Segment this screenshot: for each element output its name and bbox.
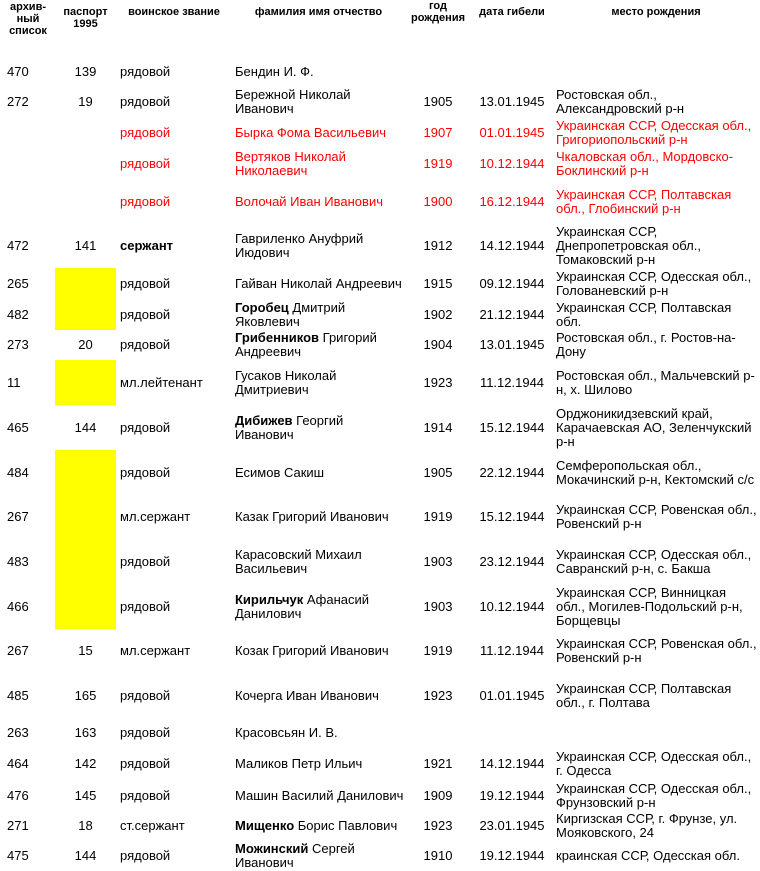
passport-number-cell — [55, 148, 116, 179]
header-full-name — [232, 0, 405, 56]
rank-cell: сержант — [120, 238, 174, 253]
archive-number-cell: 466 — [7, 598, 29, 614]
name-text: Машин Василий Данилович — [235, 787, 404, 803]
death-date-cell: 13.01.1945 — [479, 94, 545, 109]
full-name-cell — [232, 360, 405, 405]
passport-number-cell: 163 — [74, 725, 97, 740]
name-text: Борис Павлович — [294, 818, 398, 833]
full-name-cell — [232, 450, 405, 495]
header-rank-text: воинское звание — [128, 6, 220, 18]
name-text: Григорий Андреевич — [235, 330, 381, 359]
birth-place-cell: Украинская ССР, Днепропетровская обл., Томаковский р-н — [556, 224, 701, 267]
rank-cell: рядовой — [120, 787, 171, 803]
full-name-cell — [232, 811, 405, 841]
birth-place-cell: Украинская ССР, Винницкая обл., Могилев-Подольский р-н, Борщевцы — [556, 584, 743, 628]
passport-number-cell: 142 — [74, 756, 97, 771]
surname-bold: Можинский — [235, 841, 309, 856]
birth-place-cell: Киргизская ССР, г. Фрунзе, ул. Мояковского, 24 — [556, 811, 738, 840]
header-archive-list — [1, 0, 55, 56]
full-name-cell — [232, 718, 405, 748]
full-name-cell — [232, 56, 405, 87]
death-date-cell: 10.12.1944 — [479, 598, 545, 614]
birth-year-cell: 1907 — [423, 124, 453, 140]
table-row — [1, 224, 759, 268]
name-text: Бырка Фома Васильевич — [235, 124, 387, 140]
passport-number-cell — [55, 539, 116, 584]
death-date-cell: 15.12.1944 — [479, 509, 545, 524]
archive-number-cell: 482 — [7, 306, 29, 322]
name-text: Гавриленко Ануфрий Июдович — [235, 231, 367, 260]
death-date-cell: 13.01.1945 — [479, 337, 545, 352]
name-text: Есимов Сакиш — [235, 464, 325, 480]
passport-number-cell — [55, 117, 116, 148]
table-row — [1, 117, 759, 148]
table-row — [1, 673, 759, 718]
birth-place-cell: Украинская ССР, Одесская обл., Фрунзовский р-н — [556, 780, 752, 810]
death-date-cell: 15.12.1944 — [479, 419, 545, 435]
archive-number-cell — [1, 148, 55, 179]
death-date-cell: 22.12.1944 — [479, 464, 545, 480]
rank-cell: мл.сержант — [120, 643, 191, 658]
table-row — [1, 405, 759, 450]
passport-number-cell: 141 — [74, 238, 97, 253]
name-text: Кочерга Иван Иванович — [235, 687, 379, 703]
roster-body — [1, 56, 759, 871]
full-name-cell — [232, 330, 405, 360]
birth-place-cell: Украинская ССР, Одесская обл., г. Одесса — [556, 749, 752, 778]
table-row — [1, 495, 759, 539]
table-row — [1, 748, 759, 780]
birth-year-cell: 1915 — [423, 275, 453, 291]
header-birth-year — [405, 0, 471, 56]
rank-cell: рядовой — [120, 337, 171, 352]
table-row — [1, 360, 759, 405]
birth-year-cell: 1905 — [423, 94, 453, 109]
death-date-cell: 14.12.1944 — [479, 238, 545, 253]
death-date-cell: 14.12.1944 — [479, 756, 545, 771]
passport-number-cell: 20 — [78, 337, 93, 352]
rank-cell: рядовой — [120, 756, 171, 771]
table-row — [1, 330, 759, 360]
passport-number-cell: 165 — [74, 687, 97, 703]
passport-number-cell: 19 — [78, 94, 93, 109]
full-name-cell — [232, 405, 405, 450]
rank-cell: рядовой — [120, 598, 171, 614]
birth-place-cell: краинская ССР, Одесская обл. — [556, 848, 740, 863]
birth-year-cell: 1919 — [423, 155, 453, 171]
table-row — [1, 780, 759, 811]
full-name-cell — [232, 495, 405, 539]
rank-cell: мл.лейтенант — [120, 374, 203, 390]
birth-year-cell: 1902 — [423, 306, 453, 322]
full-name-cell — [232, 841, 405, 871]
birth-year-cell: 1923 — [423, 374, 453, 390]
birth-year-cell: 1900 — [423, 193, 453, 209]
birth-year-cell: 1912 — [423, 238, 453, 253]
death-date-cell: 11.12.1944 — [479, 374, 545, 390]
birth-year-cell: 1919 — [423, 643, 453, 658]
table-row — [1, 629, 759, 673]
birth-place-cell: Украинская ССР, Ровенская обл., Ровенский р-н — [556, 502, 757, 531]
death-date-cell — [471, 56, 553, 87]
table-row — [1, 811, 759, 841]
archive-number-cell: 272 — [7, 94, 29, 109]
archive-number-cell: 475 — [7, 848, 29, 863]
full-name-cell — [232, 268, 405, 299]
table-row — [1, 841, 759, 871]
death-date-cell: 10.12.1944 — [479, 155, 545, 171]
surname-bold: Грибенников — [235, 330, 320, 345]
passport-number-cell — [55, 495, 116, 539]
header-birth-place — [553, 0, 759, 56]
table-row — [1, 268, 759, 299]
rank-cell: рядовой — [120, 419, 171, 435]
archive-number-cell: 484 — [7, 464, 29, 480]
birth-place-cell: Семферопольская обл., Мокачинский р-н, Кектомский с/с — [556, 457, 755, 487]
header-death-text: дата гибели — [479, 6, 545, 18]
archive-number-cell — [1, 117, 55, 148]
full-name-cell — [232, 539, 405, 584]
passport-number-cell — [55, 179, 116, 224]
birth-year-cell: 1923 — [423, 687, 453, 703]
full-name-cell — [232, 629, 405, 673]
birth-place-cell: Украинская ССР, Одесская обл., Савранский р-н, с. Бакша — [556, 546, 752, 576]
death-date-cell: 09.12.1944 — [479, 275, 545, 291]
name-text: Козак Григорий Иванович — [235, 643, 389, 658]
archive-number-cell: 267 — [7, 643, 29, 658]
rank-cell: рядовой — [120, 687, 171, 703]
full-name-cell — [232, 584, 405, 629]
table-row — [1, 584, 759, 629]
header-row — [1, 0, 759, 56]
rank-cell: ст.сержант — [120, 818, 185, 833]
table-row — [1, 539, 759, 584]
archive-number-cell: 483 — [7, 553, 29, 569]
death-date-cell: 19.12.1944 — [479, 848, 545, 863]
birth-place-cell: Орджоникидзевский край, Карачаевская АО, Зеленчукский р-н — [556, 405, 752, 449]
archive-number-cell: 273 — [7, 337, 29, 352]
archive-number-cell: 464 — [7, 756, 29, 771]
full-name-cell — [232, 117, 405, 148]
birth-place-cell — [553, 718, 759, 748]
full-name-cell — [232, 748, 405, 780]
death-date-cell: 21.12.1944 — [479, 306, 545, 322]
death-date-cell: 11.12.1944 — [479, 643, 545, 658]
birth-year-cell: 1903 — [423, 553, 453, 569]
archive-number-cell: 465 — [7, 419, 29, 435]
birth-year-cell: 1905 — [423, 464, 453, 480]
rank-cell: рядовой — [120, 275, 171, 291]
birth-year-cell: 1904 — [423, 337, 453, 352]
name-text: Красовсьян И. В. — [235, 725, 338, 740]
birth-year-cell: 1919 — [423, 509, 453, 524]
death-date-cell: 19.12.1944 — [479, 787, 545, 803]
passport-number-cell — [55, 360, 116, 405]
passport-number-cell — [55, 450, 116, 495]
birth-place-cell: Украинская ССР, Полтавская обл., Глобинский р-н — [556, 186, 732, 216]
full-name-cell — [232, 148, 405, 179]
table-row — [1, 718, 759, 748]
birth-place-cell: Ростовская обл., г. Ростов-на-Дону — [556, 330, 736, 359]
passport-number-cell — [55, 584, 116, 629]
birth-place-cell: Ростовская обл., Александровский р-н — [556, 87, 685, 116]
header-passport — [55, 0, 116, 56]
header-archive-text: архив- ный список — [9, 1, 47, 37]
passport-number-cell: 144 — [74, 848, 97, 863]
full-name-cell — [232, 179, 405, 224]
surname-bold: Кирильчук — [235, 591, 304, 607]
surname-bold: Горобец — [235, 299, 289, 315]
archive-number-cell: 265 — [7, 275, 29, 291]
rank-cell: рядовой — [120, 94, 171, 109]
birth-place-cell: Украинская ССР, Полтавская обл., г. Полтава — [556, 680, 732, 710]
header-name-text: фамилия имя отчество — [254, 6, 383, 18]
rank-cell: рядовой — [120, 553, 171, 569]
birth-place-cell: Украинская ССР, Полтавская обл. — [556, 299, 732, 329]
rank-cell: рядовой — [120, 124, 171, 140]
archive-number-cell: 476 — [7, 787, 29, 803]
full-name-cell — [232, 299, 405, 330]
death-date-cell: 23.01.1945 — [479, 818, 545, 833]
table-row — [1, 450, 759, 495]
rank-cell: рядовой — [120, 306, 171, 322]
death-date-cell — [471, 718, 553, 748]
header-death-date — [471, 0, 553, 56]
name-text: Казак Григорий Иванович — [235, 509, 389, 524]
archive-number-cell: 263 — [7, 725, 29, 740]
passport-number-cell: 15 — [78, 643, 93, 658]
burial-roster-table — [1, 0, 759, 871]
full-name-cell — [232, 87, 405, 117]
name-text: Гайван Николай Андреевич — [235, 275, 402, 291]
surname-bold: Дибижев — [235, 412, 293, 428]
passport-number-cell: 18 — [78, 818, 93, 833]
birth-place-cell: Украинская ССР, Одесская обл., Григориопольский р-н — [556, 117, 752, 147]
full-name-cell — [232, 780, 405, 811]
passport-number-cell: 145 — [74, 787, 97, 803]
header-rank — [116, 0, 232, 56]
archive-number-cell: 271 — [7, 818, 29, 833]
birth-year-cell: 1909 — [423, 787, 453, 803]
birth-year-cell: 1903 — [423, 598, 453, 614]
rank-cell: мл.сержант — [120, 509, 191, 524]
table-row — [1, 87, 759, 117]
header-passport-text: паспорт 1995 — [63, 6, 108, 30]
passport-number-cell — [55, 268, 116, 299]
birth-year-cell: 1921 — [423, 756, 453, 771]
name-text: Бережной Николай Иванович — [235, 87, 355, 116]
birth-year-cell — [405, 56, 471, 87]
name-text: Афанасий Данилович — [235, 591, 373, 621]
name-text: Волочай Иван Иванович — [235, 193, 383, 209]
birth-year-cell: 1914 — [423, 419, 453, 435]
passport-number-cell: 144 — [74, 419, 97, 435]
birth-place-cell: Украинская ССР, Ровенская обл., Ровенский р-н — [556, 636, 757, 665]
table-row — [1, 148, 759, 179]
name-text: Дмитрий Яковлевич — [235, 299, 349, 329]
name-text: Карасовский Михаил Васильевич — [235, 546, 366, 576]
name-text: Гусаков Николай Дмитриевич — [235, 367, 340, 397]
full-name-cell — [232, 673, 405, 718]
name-text: Вертяков Николай Николаевич — [235, 148, 350, 178]
death-date-cell: 01.01.1945 — [479, 687, 545, 703]
birth-place-cell: Чкаловская обл., Мордовско-Боклинский р-н — [556, 148, 734, 178]
name-text: Бендин И. Ф. — [235, 63, 314, 79]
birth-place-cell — [553, 56, 759, 87]
archive-number-cell: 267 — [7, 509, 29, 524]
name-text: Георгий Иванович — [235, 412, 347, 442]
passport-number-cell: 139 — [74, 63, 97, 79]
birth-year-cell: 1910 — [423, 848, 453, 863]
rank-cell: рядовой — [120, 464, 171, 480]
archive-number-cell: 11 — [7, 374, 21, 390]
name-text: Сергей Иванович — [235, 841, 359, 870]
birth-place-cell: Украинская ССР, Одесская обл., Голованевский р-н — [556, 268, 752, 298]
name-text: Маликов Петр Ильич — [235, 756, 363, 771]
full-name-cell — [232, 224, 405, 268]
birth-place-cell: Ростовская обл., Мальчевский р-н, х. Шилово — [556, 367, 755, 397]
death-date-cell: 23.12.1944 — [479, 553, 545, 569]
rank-cell: рядовой — [120, 155, 171, 171]
death-date-cell: 16.12.1944 — [479, 193, 545, 209]
rank-cell: рядовой — [120, 725, 171, 740]
archive-number-cell: 472 — [7, 238, 29, 253]
table-row — [1, 56, 759, 87]
rank-cell: рядовой — [120, 63, 171, 79]
passport-number-cell — [55, 299, 116, 330]
surname-bold: Мищенко — [235, 818, 295, 833]
table-row — [1, 179, 759, 224]
table-row — [1, 299, 759, 330]
birth-year-cell: 1923 — [423, 818, 453, 833]
birth-year-cell — [405, 718, 471, 748]
archive-number-cell: 470 — [7, 63, 29, 79]
death-date-cell: 01.01.1945 — [479, 124, 545, 140]
rank-cell: рядовой — [120, 193, 171, 209]
archive-number-cell: 485 — [7, 687, 29, 703]
header-place-text: место рождения — [611, 6, 701, 18]
archive-number-cell — [1, 179, 55, 224]
rank-cell: рядовой — [120, 848, 171, 863]
header-year-text: год рождения — [410, 0, 466, 24]
